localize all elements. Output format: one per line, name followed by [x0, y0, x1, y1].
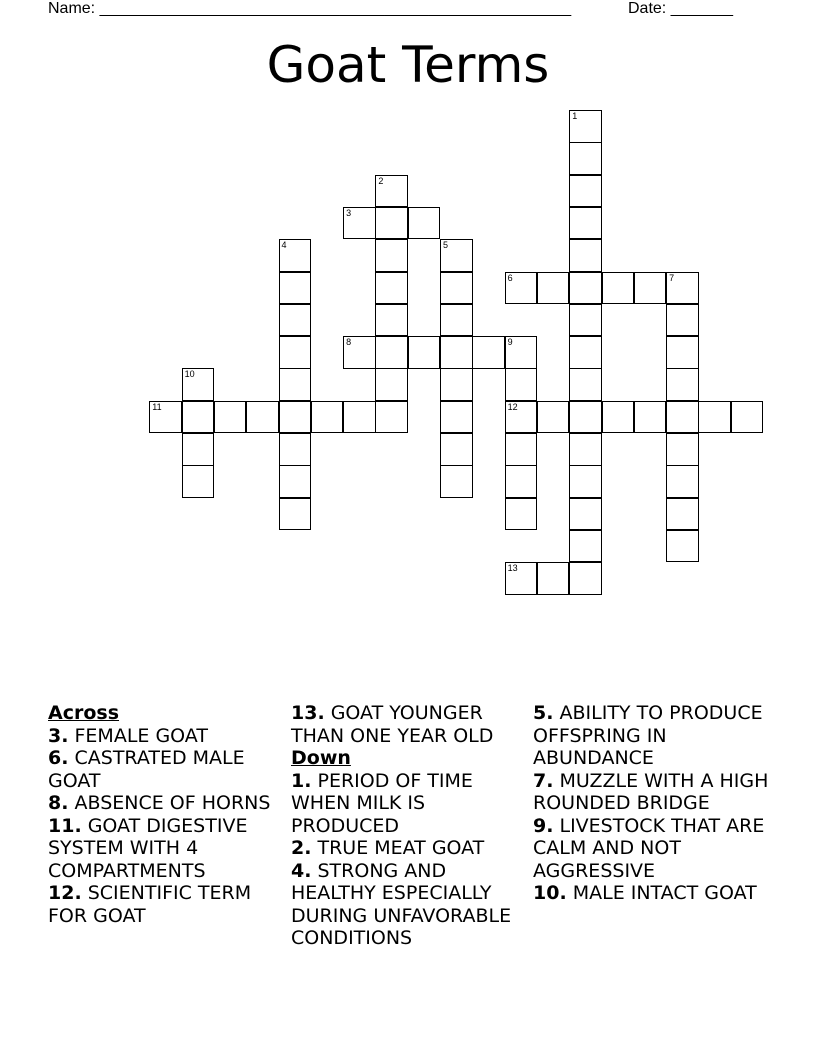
- clue-section-heading: Down: [291, 747, 351, 769]
- grid-cell[interactable]: [440, 401, 473, 434]
- grid-cell[interactable]: [537, 562, 570, 595]
- clue-item-number: 1.: [291, 769, 312, 792]
- clue-number: 6: [507, 272, 513, 283]
- grid-cell[interactable]: [505, 272, 538, 305]
- grid-cell[interactable]: [666, 336, 699, 369]
- grid-cell[interactable]: [505, 368, 538, 401]
- clue-number: 9: [507, 337, 513, 348]
- clue-item-number: 5.: [533, 702, 554, 724]
- grid-cell[interactable]: [569, 336, 602, 369]
- grid-cell[interactable]: [666, 368, 699, 401]
- clue-item-text: MALE INTACT GOAT: [566, 882, 757, 904]
- grid-cell[interactable]: [440, 304, 473, 337]
- grid-cell[interactable]: [149, 401, 182, 434]
- clue-item-text: TRUE MEAT GOAT: [311, 837, 485, 859]
- grid-cell[interactable]: [537, 272, 570, 305]
- clue-item-text: GOAT YOUNGER THAN ONE YEAR OLD: [291, 702, 494, 747]
- grid-cell[interactable]: [375, 401, 408, 434]
- grid-cell[interactable]: [182, 465, 215, 498]
- clue-item-number: 2.: [291, 837, 312, 859]
- grid-cell[interactable]: [569, 142, 602, 175]
- clue-item-text: PERIOD OF TIME WHEN MILK IS PRODUCED: [291, 769, 473, 837]
- clue-item-text: FEMALE GOAT: [68, 724, 208, 747]
- grid-cell[interactable]: [375, 368, 408, 401]
- grid-cell[interactable]: [472, 336, 505, 369]
- grid-cell[interactable]: [602, 401, 635, 434]
- grid-cell[interactable]: [666, 498, 699, 531]
- clue-item: [48, 882, 284, 927]
- clue-item: [48, 792, 284, 815]
- grid-cell[interactable]: [182, 401, 215, 434]
- clue-item-text: STRONG AND HEALTHY ESPECIALLY DURING UNFAVORABLE CONDITIONS: [291, 859, 512, 949]
- clue-item-number: 3.: [48, 724, 69, 747]
- grid-cell[interactable]: [569, 175, 602, 208]
- grid-cell[interactable]: [343, 336, 376, 369]
- name-field-label: Name: _____________________________________________________: [48, 0, 572, 17]
- grid-cell[interactable]: [537, 401, 570, 434]
- grid-cell[interactable]: [375, 175, 408, 208]
- grid-cell[interactable]: [279, 465, 312, 498]
- grid-cell[interactable]: [343, 401, 376, 434]
- clue-item: [291, 770, 527, 838]
- clue-item-number: 6.: [48, 747, 69, 769]
- grid-cell[interactable]: [279, 368, 312, 401]
- grid-cell[interactable]: [279, 304, 312, 337]
- clue-item-number: 11.: [48, 814, 82, 837]
- grid-cell[interactable]: [666, 272, 699, 305]
- clue-column-3: [533, 702, 769, 905]
- grid-cell[interactable]: [375, 336, 408, 369]
- clue-item-number: 4.: [291, 859, 312, 882]
- clue-item: [533, 815, 769, 883]
- grid-cell[interactable]: [666, 401, 699, 434]
- clue-section-heading: Across: [48, 702, 120, 724]
- clue-number: 8: [346, 337, 352, 348]
- grid-cell[interactable]: [440, 368, 473, 401]
- grid-cell[interactable]: [569, 368, 602, 401]
- clue-item-number: 12.: [48, 882, 82, 904]
- grid-cell[interactable]: [440, 239, 473, 272]
- grid-cell[interactable]: [375, 239, 408, 272]
- grid-cell[interactable]: [569, 562, 602, 595]
- grid-cell[interactable]: [214, 401, 247, 434]
- grid-cell[interactable]: [569, 207, 602, 240]
- grid-cell[interactable]: [440, 336, 473, 369]
- grid-cell[interactable]: [505, 401, 538, 434]
- clue-item-text: CASTRATED MALE GOAT: [48, 747, 245, 792]
- grid-cell[interactable]: [343, 207, 376, 240]
- clue-item-text: GOAT DIGESTIVE SYSTEM WITH 4 COMPARTMENTS: [48, 814, 248, 882]
- clue-number: 5: [443, 240, 449, 251]
- grid-cell[interactable]: [505, 465, 538, 498]
- clue-item-text: LIVESTOCK THAT ARE CALM AND NOT AGGRESSIVE: [533, 814, 765, 882]
- clue-item: [291, 702, 527, 747]
- grid-cell[interactable]: [375, 304, 408, 337]
- grid-cell[interactable]: [182, 368, 215, 401]
- grid-cell[interactable]: [279, 498, 312, 531]
- clue-item: [533, 770, 769, 815]
- grid-cell[interactable]: [666, 433, 699, 466]
- grid-cell[interactable]: [569, 401, 602, 434]
- clue-number: 7: [669, 272, 675, 283]
- grid-cell[interactable]: [569, 110, 602, 143]
- clue-number: 10: [184, 369, 195, 380]
- grid-cell[interactable]: [408, 336, 441, 369]
- clue-item-text: SCIENTIFIC TERM FOR GOAT: [48, 882, 252, 927]
- grid-cell[interactable]: [505, 336, 538, 369]
- grid-cell[interactable]: [505, 498, 538, 531]
- clue-number: 11: [152, 401, 162, 412]
- grid-cell[interactable]: [569, 465, 602, 498]
- grid-cell[interactable]: [505, 562, 538, 595]
- clue-item-number: 10.: [533, 882, 567, 904]
- grid-cell[interactable]: [634, 401, 667, 434]
- clue-item-number: 13.: [291, 702, 325, 724]
- grid-cell[interactable]: [182, 433, 215, 466]
- grid-cell[interactable]: [279, 239, 312, 272]
- grid-cell[interactable]: [569, 239, 602, 272]
- clue-column-2: [291, 702, 527, 950]
- grid-cell[interactable]: [569, 304, 602, 337]
- clue-number: 12: [507, 401, 518, 412]
- grid-cell[interactable]: [440, 465, 473, 498]
- clue-item: [533, 702, 769, 770]
- clue-item-text: ABILITY TO PRODUCE OFFSPRING IN ABUNDANCE: [533, 702, 763, 769]
- clue-number: 4: [281, 240, 287, 251]
- grid-cell[interactable]: [375, 272, 408, 305]
- grid-cell[interactable]: [279, 401, 312, 434]
- clue-item: [291, 860, 527, 950]
- grid-cell[interactable]: [375, 207, 408, 240]
- grid-cell[interactable]: [311, 401, 344, 434]
- grid-cell[interactable]: [666, 530, 699, 563]
- clue-item-text: MUZZLE WITH A HIGH ROUNDED BRIDGE: [533, 769, 769, 814]
- grid-cell[interactable]: [634, 272, 667, 305]
- clue-number: 2: [378, 175, 384, 186]
- grid-cell[interactable]: [602, 272, 635, 305]
- clue-number: 1: [572, 111, 578, 121]
- grid-cell[interactable]: [698, 401, 731, 434]
- grid-cell[interactable]: [666, 465, 699, 498]
- clue-item: [48, 815, 284, 883]
- clue-item: [291, 837, 527, 860]
- grid-cell[interactable]: [569, 530, 602, 563]
- page-title: Goat Terms: [266, 36, 550, 94]
- clue-item-number: 7.: [533, 769, 554, 792]
- grid-cell[interactable]: [731, 401, 764, 434]
- clue-item: [48, 747, 284, 792]
- clue-column-1: [48, 702, 284, 927]
- clue-number: 13: [507, 563, 518, 574]
- grid-cell[interactable]: [569, 433, 602, 466]
- grid-cell[interactable]: [440, 272, 473, 305]
- grid-cell[interactable]: [279, 433, 312, 466]
- grid-cell[interactable]: [569, 498, 602, 531]
- clue-item: [533, 882, 769, 905]
- grid-cell[interactable]: [505, 433, 538, 466]
- clue-item-text: ABSENCE OF HORNS: [68, 792, 271, 814]
- grid-cell[interactable]: [569, 272, 602, 305]
- clue-item: [48, 725, 284, 748]
- grid-cell[interactable]: [408, 207, 441, 240]
- grid-cell[interactable]: [246, 401, 279, 434]
- grid-cell[interactable]: [279, 272, 312, 305]
- clue-number: 3: [346, 207, 352, 218]
- grid-cell[interactable]: [666, 304, 699, 337]
- grid-cell[interactable]: [279, 336, 312, 369]
- grid-cell[interactable]: [440, 433, 473, 466]
- clue-item-number: 8.: [48, 792, 69, 814]
- clue-item-number: 9.: [533, 814, 554, 837]
- date-field-label: Date: _______: [628, 0, 733, 17]
